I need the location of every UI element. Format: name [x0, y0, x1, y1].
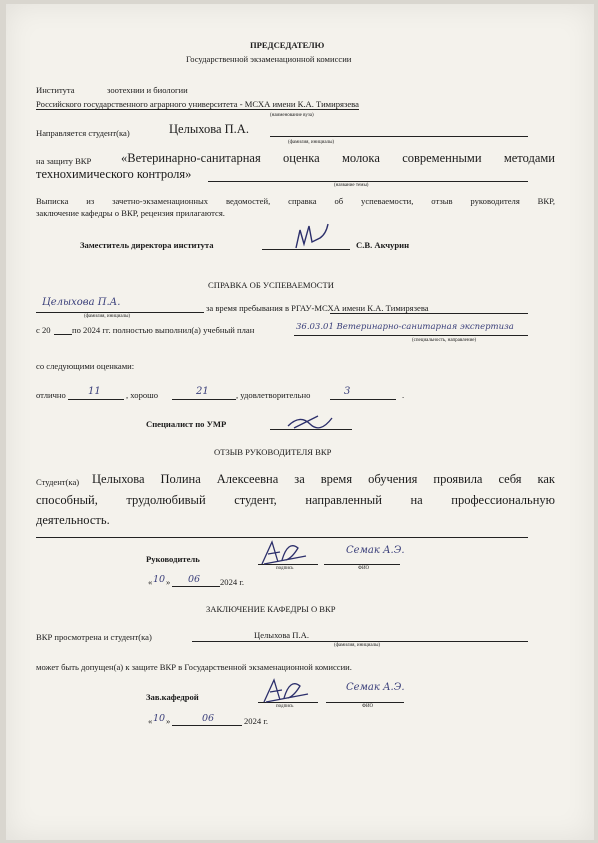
thesis-label: на защиту ВКР	[36, 156, 92, 166]
thesis-title-line1: «Ветеринарно-санитарная оценка молока современными методами	[121, 151, 555, 165]
department-head-label: Зав.кафедрой	[146, 692, 199, 702]
deputy-label: Заместитель директора института	[80, 240, 214, 250]
department-date-month-line	[172, 725, 242, 726]
department-date-day: 10	[153, 713, 166, 724]
specialist-signature	[284, 412, 340, 432]
commission-name: Государственной экзаменационной комиссии	[186, 54, 352, 64]
student-sent-value: Целыхова П.А.	[169, 122, 249, 136]
department-student-underline	[192, 641, 528, 642]
thesis-caption: (название темы)	[334, 183, 369, 188]
supervisor-date-year: 2024 г.	[220, 577, 245, 587]
grade-satisfactory-value: 3	[344, 386, 351, 397]
supervisor-text-line3: деятельность.	[36, 513, 110, 527]
grade-excellent-value: 11	[88, 386, 101, 397]
grades-period-text: за время пребывания в РГАУ-МСХА имени К.А. Тимирязева	[206, 303, 429, 313]
department-date-open: «	[148, 716, 153, 726]
student-sent-caption: (фамилия, инициалы)	[288, 140, 335, 145]
department-title: ЗАКЛЮЧЕНИЕ КАФЕДРЫ О ВКР	[206, 604, 336, 614]
grades-from-prefix: с 20	[36, 325, 51, 335]
supervisor-date-month: 06	[188, 574, 201, 585]
grade-good-value: 21	[196, 386, 209, 397]
grades-plan-underline	[294, 335, 528, 336]
thesis-title-line2: технохимического контроля»	[36, 167, 192, 181]
university-name: Российского государственного аграрного университета - МСХА имени К.А. Тимирязева	[36, 99, 359, 109]
department-date-close: »	[166, 716, 171, 726]
supervisor-sign-caption: подпись	[276, 566, 294, 571]
supervisor-date-month-line	[172, 586, 220, 587]
grades-from-blank	[54, 334, 72, 335]
document-page	[6, 4, 594, 840]
institute-value: зоотехнии и биологии	[107, 85, 188, 95]
supervisor-signature	[258, 536, 310, 568]
department-admitted-text: может быть допущен(а) к защите ВКР в Государственной экзаменационной комиссии.	[36, 662, 352, 672]
department-signature	[260, 674, 312, 706]
supervisor-text-line1: Целыхова Полина Алексеевна за время обучения проявила себя как	[92, 472, 555, 486]
grade-end-dot: .	[402, 390, 405, 400]
department-fio-caption: ФИО	[362, 704, 374, 709]
grade-satisfactory-blank	[330, 399, 396, 400]
supervisor-date-close: »	[166, 577, 171, 587]
grade-excellent-blank	[68, 399, 124, 400]
supervisor-fio-line	[324, 564, 400, 565]
grades-title: СПРАВКА ОБ УСПЕВАЕМОСТИ	[208, 280, 334, 290]
grades-name-caption: (фамилия, инициалы)	[84, 314, 131, 319]
addressee-title: ПРЕДСЕДАТЕЛЮ	[250, 40, 325, 50]
grades-spec-caption: (специальность, направление)	[412, 338, 477, 343]
grade-good-label: , хорошо	[126, 390, 159, 400]
attachments-line2: заключение кафедры о ВКР, рецензия прилагаются.	[36, 208, 225, 218]
supervisor-title: ОТЗЫВ РУКОВОДИТЕЛЯ ВКР	[214, 447, 332, 457]
supervisor-fio-caption: ФИО	[358, 566, 370, 571]
deputy-name: С.В. Акчурин	[356, 240, 410, 250]
department-name-caption: (фамилия, инициалы)	[334, 643, 381, 648]
department-date-year: 2024 г.	[244, 716, 269, 726]
attachments-line1: Выписка из зачетно-экзаменационных ведомостей, справка об успеваемости, отзыв руководителя ВКР,	[36, 196, 555, 206]
grade-good-blank	[172, 399, 236, 400]
supervisor-text-line2: способный, трудолюбивый студент, направленный на профессиональную	[36, 493, 555, 507]
university-underline	[330, 313, 528, 314]
department-student-name: Целыхова П.А.	[254, 630, 309, 640]
grade-satisfactory-label: , удовлетворительно	[236, 390, 311, 400]
grade-excellent-label: отлично	[36, 390, 66, 400]
department-date-month: 06	[202, 713, 215, 724]
department-reviewed-label: ВКР просмотрена и студент(ка)	[36, 632, 152, 642]
grades-intro: со следующими оценками:	[36, 361, 135, 371]
grades-to-text: по 2024 гг. полностью выполнил(а) учебный план	[72, 325, 255, 335]
supervisor-date-day: 10	[153, 574, 166, 585]
thesis-underline	[208, 181, 528, 182]
student-sent-underline	[270, 136, 528, 137]
department-fio: Семак А.Э.	[346, 682, 405, 693]
supervisor-student-label: Студент(ка)	[36, 477, 80, 487]
grades-student-underline	[36, 312, 204, 313]
grades-plan-handwritten: 36.03.01 Ветеринарно-санитарная экспертиза	[296, 322, 514, 332]
supervisor-signer-label: Руководитель	[146, 554, 200, 564]
deputy-signature	[290, 220, 332, 252]
university-caption: (наименование вуза)	[270, 113, 314, 118]
institute-label: Института	[36, 85, 75, 95]
grades-student-name: Целыхова П.А.	[42, 297, 121, 308]
department-sign-caption: подпись	[276, 704, 294, 709]
student-sent-label: Направляется студент(ка)	[36, 128, 130, 138]
department-fio-line	[326, 702, 404, 703]
supervisor-date-open: «	[148, 577, 153, 587]
specialist-label: Специалист по УМР	[146, 419, 227, 429]
supervisor-fio: Семак А.Э.	[346, 545, 405, 556]
